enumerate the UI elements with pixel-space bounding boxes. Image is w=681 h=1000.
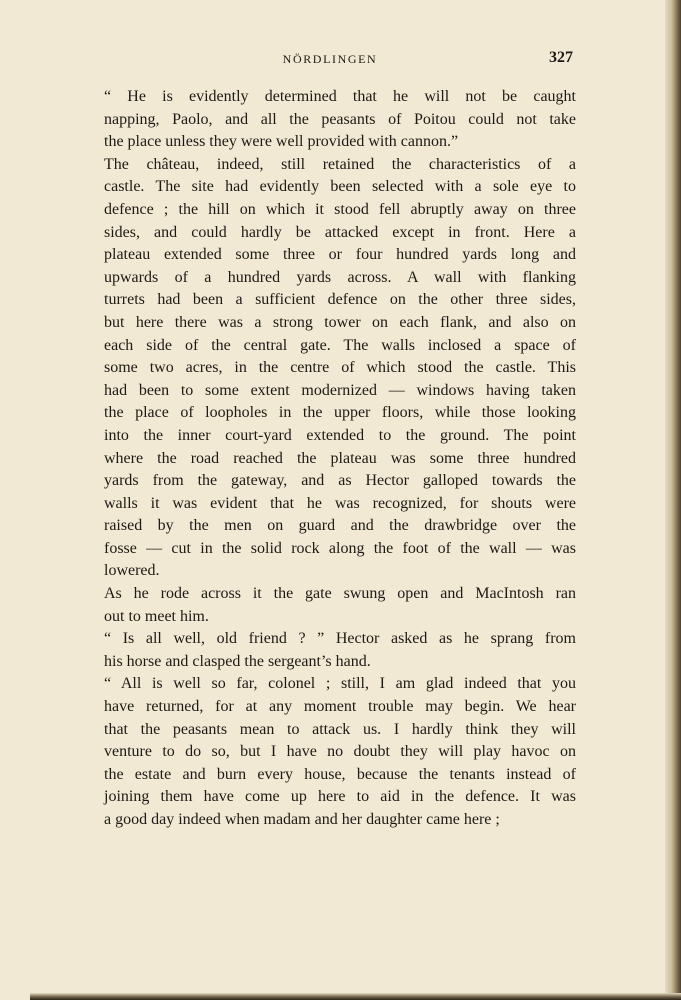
text-line: where the road reached the plateau was some three hundred: [104, 449, 576, 467]
text-line: walls it was evident that he was recognized, for shouts were: [104, 494, 576, 512]
text-line: raised by the men on guard and the drawbridge over the: [104, 517, 576, 535]
text-line: turrets had been a sufficient defence on the other three sides,: [104, 291, 576, 309]
paragraph: [84, 673, 576, 831]
text-line: into the inner court-yard extended to the ground. The point: [104, 426, 576, 444]
text-line: fosse — cut in the solid rock along the foot of the wall — was: [104, 539, 576, 557]
text-line: his horse and clasped the sergeant’s hand.: [104, 652, 371, 670]
text-line: lowered.: [104, 562, 160, 580]
text-line: “ Is all well, old friend ? ” Hector asked as he sprang from: [104, 630, 576, 648]
body-text: [84, 86, 576, 832]
text-line: a good day indeed when madam and her daughter came here ;: [104, 811, 500, 828]
paragraph: [84, 86, 576, 154]
text-line: yards from the gateway, and as Hector galloped towards the: [104, 472, 576, 490]
text-line: the place of loopholes in the upper floors, while those looking: [104, 404, 576, 422]
text-line: castle. The site had evidently been selected with a sole eye to: [104, 178, 576, 196]
text-line: joining them have come up here to aid in the defence. It was: [104, 788, 576, 806]
text-line: each side of the central gate. The walls inclosed a space of: [104, 336, 576, 354]
paragraph: [84, 154, 576, 583]
text-line: sides, and could hardly be attacked except in front. Here a: [104, 223, 576, 241]
text-line: have returned, for at any moment trouble may begin. We hear: [104, 698, 576, 716]
text-line: venture to do so, but I have no doubt they will play havoc on: [104, 743, 576, 761]
page-bottom-shadow: [30, 993, 681, 1000]
page-edge-shadow: [665, 0, 681, 1000]
text-line: the place unless they were well provided with cannon.”: [104, 133, 459, 151]
text-line: As he rode across it the gate swung open and MacIntosh ran: [104, 585, 576, 603]
text-line: plateau extended some three or four hundred yards long and: [104, 246, 576, 264]
page-number: 327: [549, 49, 573, 66]
text-line: napping, Paolo, and all the peasants of Poitou could not take: [104, 110, 576, 128]
text-line: “ He is evidently determined that he will not be caught: [104, 88, 576, 105]
text-line: had been to some extent modernized — windows having taken: [104, 381, 576, 399]
paragraph: [84, 628, 576, 673]
text-line: the estate and burn every house, because the tenants instead of: [104, 765, 576, 783]
text-line: The château, indeed, still retained the characteristics of a: [104, 155, 576, 173]
text-line: but here there was a strong tower on each flank, and also on: [104, 313, 576, 331]
text-line: some two acres, in the centre of which stood the castle. This: [104, 359, 576, 377]
paragraph: [84, 583, 576, 628]
text-line: upwards of a hundred yards across. A wall with flanking: [104, 268, 576, 286]
text-line: out to meet him.: [104, 607, 209, 625]
page-header: [84, 50, 576, 70]
text-line: “ All is well so far, colonel ; still, I am glad indeed that you: [104, 675, 576, 693]
text-line: that the peasants mean to attack us. I hardly think they will: [104, 720, 576, 738]
text-line: defence ; the hill on which it stood fell abruptly away on three: [104, 200, 576, 218]
running-head: NÖRDLINGEN: [282, 52, 378, 66]
